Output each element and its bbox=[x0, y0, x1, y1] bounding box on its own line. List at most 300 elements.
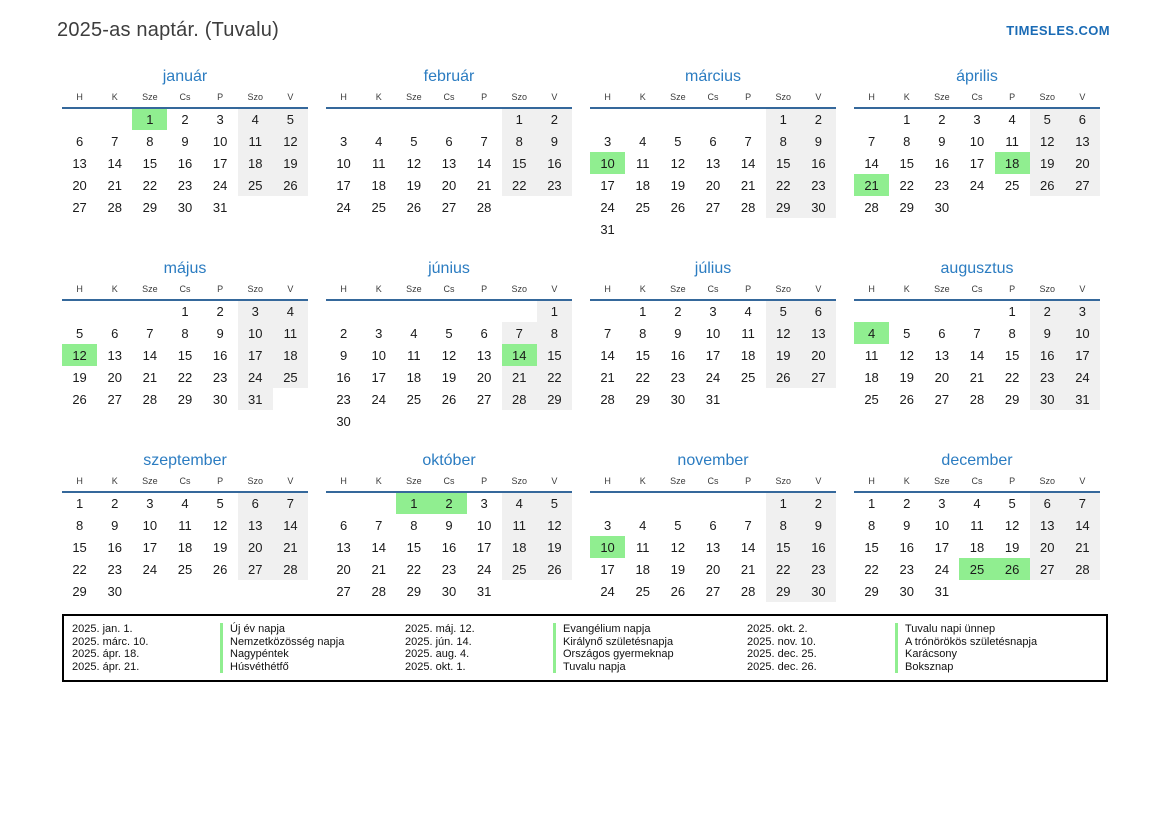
day-cell: 1 bbox=[867, 496, 876, 511]
week-row bbox=[854, 322, 1100, 344]
day-cell: 16 bbox=[670, 347, 686, 363]
weekday-header: Szo bbox=[502, 92, 537, 108]
week-row bbox=[590, 388, 836, 410]
month-title: április bbox=[956, 68, 998, 85]
weekday-header: Szo bbox=[1030, 476, 1065, 492]
weekday-header: V bbox=[273, 284, 308, 300]
legend-date: 2025. jan. 1. bbox=[72, 623, 133, 635]
month-calendar bbox=[854, 476, 1100, 602]
weekday-header: Cs bbox=[167, 476, 202, 492]
day-cell: 2 bbox=[801, 108, 836, 130]
weekday-header: K bbox=[97, 284, 132, 300]
day-cell: 10 bbox=[969, 133, 985, 149]
day-cell: 7 bbox=[375, 517, 383, 533]
day-cell: 19 bbox=[441, 369, 457, 385]
day-cell: 13 bbox=[238, 514, 273, 536]
weekday-header: H bbox=[854, 476, 889, 492]
day-cell: 23 bbox=[177, 177, 193, 193]
site-link[interactable]: TIMESLES.COM bbox=[1006, 23, 1110, 38]
day-cell: 29 bbox=[177, 391, 193, 407]
weekday-header: K bbox=[889, 284, 924, 300]
legend-date: 2025. dec. 26. bbox=[747, 660, 817, 673]
weekday-header: Szo bbox=[766, 476, 801, 492]
day-cell: 3 bbox=[238, 300, 273, 322]
day-cell: 25 bbox=[273, 366, 308, 388]
weekday-header: K bbox=[361, 284, 396, 300]
weekday-header: H bbox=[590, 92, 625, 108]
day-cell: 25 bbox=[371, 199, 386, 215]
weekday-header: P bbox=[731, 92, 766, 108]
legend-label: A trónörökös születésnapja bbox=[895, 636, 1100, 649]
day-cell: 27 bbox=[1065, 174, 1100, 196]
day-cell: 19 bbox=[670, 177, 686, 193]
day-cell: 27 bbox=[705, 199, 721, 215]
week-row bbox=[590, 322, 836, 344]
day-cell-holiday: 26 bbox=[995, 558, 1030, 580]
legend-label: Nagypéntek bbox=[220, 648, 405, 661]
day-cell: 16 bbox=[336, 369, 351, 385]
week-row bbox=[62, 108, 308, 130]
day-cell: 20 bbox=[107, 369, 122, 385]
day-cell: 6 bbox=[709, 133, 717, 149]
week-row bbox=[590, 108, 836, 130]
day-cell: 11 bbox=[635, 155, 650, 171]
day-cell: 8 bbox=[410, 517, 418, 533]
day-cell: 17 bbox=[142, 539, 158, 555]
day-cell: 3 bbox=[339, 133, 348, 149]
day-cell: 22 bbox=[537, 366, 572, 388]
day-cell: 26 bbox=[212, 561, 228, 577]
day-cell: 5 bbox=[410, 133, 418, 149]
weekday-header: Sze bbox=[396, 284, 431, 300]
day-cell: 25 bbox=[406, 391, 422, 407]
day-cell: 24 bbox=[238, 366, 273, 388]
weekday-header: Szo bbox=[766, 92, 801, 108]
day-cell-empty bbox=[167, 580, 202, 602]
day-cell: 9 bbox=[674, 325, 682, 341]
day-cell-empty bbox=[924, 300, 959, 322]
day-cell: 16 bbox=[1030, 344, 1065, 366]
day-cell: 6 bbox=[1065, 108, 1100, 130]
weekday-header: K bbox=[625, 92, 660, 108]
month-szeptember bbox=[62, 452, 308, 602]
day-cell: 22 bbox=[177, 369, 193, 385]
day-cell: 16 bbox=[212, 347, 228, 363]
day-cell: 15 bbox=[864, 539, 879, 555]
day-cell: 21 bbox=[371, 561, 386, 577]
day-cell: 2 bbox=[674, 304, 682, 319]
day-cell: 26 bbox=[899, 391, 914, 407]
day-cell: 20 bbox=[705, 177, 721, 193]
week-row bbox=[62, 558, 308, 580]
day-cell: 30 bbox=[1030, 388, 1065, 410]
day-cell: 30 bbox=[212, 391, 228, 407]
weekday-header: V bbox=[1065, 284, 1100, 300]
day-cell: 22 bbox=[1004, 369, 1020, 385]
week-row bbox=[326, 152, 572, 174]
legend-date: 2025. dec. 25. bbox=[747, 648, 817, 660]
month-január bbox=[62, 68, 308, 240]
day-cell-empty bbox=[273, 388, 308, 410]
day-cell: 11 bbox=[178, 517, 192, 533]
month-title: február bbox=[423, 68, 475, 85]
day-cell: 30 bbox=[801, 580, 836, 602]
day-cell-holiday: 2 bbox=[431, 492, 466, 514]
day-cell-empty bbox=[238, 580, 273, 602]
week-row bbox=[590, 536, 836, 558]
weekday-header: Cs bbox=[695, 284, 730, 300]
day-cell: 2 bbox=[181, 112, 189, 127]
week-row bbox=[590, 174, 836, 196]
day-cell-empty bbox=[467, 410, 502, 432]
week-row bbox=[326, 366, 572, 388]
day-cell: 11 bbox=[1005, 133, 1019, 149]
month-title: augusztus bbox=[940, 260, 1014, 277]
week-row bbox=[590, 580, 836, 602]
day-cell: 20 bbox=[934, 369, 950, 385]
day-cell-empty bbox=[731, 388, 766, 410]
legend-date: 2025. márc. 10. bbox=[72, 635, 149, 648]
weekday-header: Cs bbox=[959, 476, 994, 492]
day-cell: 8 bbox=[1008, 325, 1016, 341]
weekday-header: Cs bbox=[167, 284, 202, 300]
week-row bbox=[62, 152, 308, 174]
weekday-header: Sze bbox=[924, 476, 959, 492]
day-cell: 19 bbox=[273, 152, 308, 174]
weekday-header: Szo bbox=[1030, 92, 1065, 108]
day-cell-empty bbox=[1065, 196, 1100, 218]
week-row bbox=[854, 580, 1100, 602]
day-cell: 21 bbox=[142, 369, 158, 385]
day-cell: 12 bbox=[406, 155, 422, 171]
day-cell-empty bbox=[132, 300, 167, 322]
day-cell: 22 bbox=[864, 561, 879, 577]
week-row bbox=[590, 514, 836, 536]
weekday-header: Szo bbox=[502, 476, 537, 492]
week-row bbox=[62, 322, 308, 344]
day-cell-empty bbox=[273, 196, 308, 218]
day-cell-empty bbox=[502, 580, 537, 602]
day-cell-empty bbox=[959, 196, 994, 218]
day-cell: 19 bbox=[537, 536, 572, 558]
day-cell: 17 bbox=[371, 369, 386, 385]
page-header bbox=[0, 0, 1169, 42]
day-cell: 4 bbox=[639, 517, 647, 533]
day-cell: 26 bbox=[441, 391, 457, 407]
day-cell: 1 bbox=[1008, 304, 1016, 319]
day-cell: 12 bbox=[441, 347, 457, 363]
day-cell: 15 bbox=[1004, 347, 1020, 363]
day-cell-empty bbox=[467, 300, 502, 322]
day-cell-empty bbox=[467, 108, 502, 130]
day-cell: 3 bbox=[146, 496, 154, 511]
day-cell: 7 bbox=[973, 325, 981, 341]
weekday-header: Cs bbox=[431, 284, 466, 300]
day-cell: 23 bbox=[801, 558, 836, 580]
day-cell: 14 bbox=[600, 347, 615, 363]
day-cell-holiday: 1 bbox=[132, 108, 167, 130]
day-cell: 1 bbox=[75, 496, 84, 511]
day-cell: 16 bbox=[934, 155, 950, 171]
weekday-header: Sze bbox=[132, 476, 167, 492]
day-cell-empty bbox=[1030, 580, 1065, 602]
day-cell: 29 bbox=[766, 580, 801, 602]
month-december bbox=[854, 452, 1100, 602]
weekday-header: V bbox=[273, 476, 308, 492]
day-cell: 19 bbox=[1004, 539, 1020, 555]
month-title: december bbox=[941, 452, 1013, 469]
day-cell: 21 bbox=[969, 369, 985, 385]
day-cell: 6 bbox=[801, 300, 836, 322]
weekday-header-row bbox=[590, 92, 836, 108]
day-cell: 10 bbox=[238, 322, 273, 344]
day-cell: 17 bbox=[1065, 344, 1100, 366]
weekday-header: K bbox=[889, 476, 924, 492]
weekday-header: H bbox=[326, 92, 361, 108]
day-cell: 18 bbox=[740, 347, 756, 363]
day-cell: 14 bbox=[740, 155, 756, 171]
day-cell: 11 bbox=[741, 325, 755, 341]
legend-label: Új év napja bbox=[220, 623, 405, 636]
day-cell: 29 bbox=[406, 583, 422, 599]
day-cell: 12 bbox=[273, 130, 308, 152]
day-cell-empty bbox=[273, 580, 308, 602]
day-cell-empty bbox=[590, 108, 625, 130]
day-cell: 1 bbox=[766, 108, 801, 130]
weekday-header: Szo bbox=[1030, 284, 1065, 300]
weekday-header-row bbox=[854, 284, 1100, 300]
day-cell: 4 bbox=[502, 492, 537, 514]
week-row bbox=[854, 514, 1100, 536]
day-cell: 16 bbox=[801, 152, 836, 174]
weekday-header-row bbox=[326, 92, 572, 108]
day-cell: 8 bbox=[181, 325, 189, 341]
day-cell: 30 bbox=[441, 583, 457, 599]
day-cell-empty bbox=[625, 492, 660, 514]
day-cell: 12 bbox=[537, 514, 572, 536]
day-cell: 18 bbox=[635, 561, 650, 577]
day-cell-empty bbox=[361, 492, 396, 514]
month-calendar bbox=[62, 284, 308, 410]
day-cell-empty bbox=[502, 196, 537, 218]
day-cell: 30 bbox=[336, 413, 351, 429]
weekday-header: Szo bbox=[238, 92, 273, 108]
day-cell: 8 bbox=[639, 325, 647, 341]
day-cell: 8 bbox=[502, 130, 537, 152]
day-cell: 24 bbox=[142, 561, 158, 577]
month-calendar bbox=[854, 92, 1100, 218]
day-cell: 17 bbox=[238, 344, 273, 366]
day-cell: 6 bbox=[339, 517, 348, 533]
weekday-header: V bbox=[801, 476, 836, 492]
day-cell: 15 bbox=[766, 152, 801, 174]
day-cell: 29 bbox=[635, 391, 650, 407]
day-cell: 21 bbox=[1065, 536, 1100, 558]
month-title: június bbox=[428, 260, 470, 277]
day-cell-empty bbox=[695, 492, 730, 514]
day-cell: 18 bbox=[969, 539, 985, 555]
day-cell: 14 bbox=[107, 155, 122, 171]
week-row bbox=[62, 196, 308, 218]
day-cell: 6 bbox=[1030, 492, 1065, 514]
day-cell: 31 bbox=[1065, 388, 1100, 410]
day-cell: 26 bbox=[670, 199, 686, 215]
weekday-header: K bbox=[361, 92, 396, 108]
day-cell: 2 bbox=[216, 304, 224, 319]
week-row bbox=[326, 514, 572, 536]
day-cell: 15 bbox=[72, 539, 87, 555]
day-cell: 4 bbox=[375, 133, 383, 149]
week-row bbox=[326, 492, 572, 514]
day-cell: 26 bbox=[1030, 174, 1065, 196]
day-cell: 16 bbox=[537, 152, 572, 174]
day-cell: 7 bbox=[146, 325, 154, 341]
day-cell-empty bbox=[431, 410, 466, 432]
day-cell-empty bbox=[431, 108, 466, 130]
day-cell-empty bbox=[889, 300, 924, 322]
day-cell: 22 bbox=[766, 558, 801, 580]
day-cell: 23 bbox=[107, 561, 122, 577]
weekday-header-row bbox=[62, 476, 308, 492]
day-cell: 7 bbox=[480, 133, 488, 149]
day-cell: 24 bbox=[371, 391, 386, 407]
day-cell: 7 bbox=[867, 133, 876, 149]
day-cell: 5 bbox=[1030, 108, 1065, 130]
day-cell-empty bbox=[396, 410, 431, 432]
day-cell: 8 bbox=[75, 517, 84, 533]
day-cell: 8 bbox=[867, 517, 876, 533]
day-cell: 3 bbox=[1065, 300, 1100, 322]
month-április bbox=[854, 68, 1100, 240]
day-cell: 3 bbox=[603, 517, 612, 533]
day-cell: 10 bbox=[142, 517, 158, 533]
day-cell-empty bbox=[238, 196, 273, 218]
day-cell: 31 bbox=[476, 583, 492, 599]
weekday-header: Szo bbox=[766, 284, 801, 300]
day-cell-holiday: 14 bbox=[502, 344, 537, 366]
day-cell: 5 bbox=[273, 108, 308, 130]
weekday-header: V bbox=[537, 284, 572, 300]
day-cell: 21 bbox=[107, 177, 122, 193]
day-cell: 6 bbox=[238, 492, 273, 514]
week-row bbox=[590, 366, 836, 388]
day-cell-empty bbox=[361, 108, 396, 130]
week-row bbox=[62, 492, 308, 514]
day-cell: 5 bbox=[903, 325, 911, 341]
week-row bbox=[854, 558, 1100, 580]
day-cell: 5 bbox=[445, 325, 453, 341]
day-cell: 15 bbox=[502, 152, 537, 174]
day-cell: 11 bbox=[238, 130, 273, 152]
day-cell: 26 bbox=[766, 366, 801, 388]
day-cell: 31 bbox=[705, 391, 721, 407]
legend-date: 2025. okt. 1. bbox=[405, 660, 466, 673]
legend-group bbox=[72, 623, 405, 673]
day-cell: 3 bbox=[603, 133, 612, 149]
day-cell: 8 bbox=[537, 322, 572, 344]
day-cell: 30 bbox=[801, 196, 836, 218]
day-cell: 9 bbox=[445, 517, 453, 533]
weekday-header: Sze bbox=[660, 476, 695, 492]
weekday-header: K bbox=[889, 92, 924, 108]
day-cell: 19 bbox=[72, 369, 87, 385]
day-cell: 6 bbox=[480, 325, 488, 341]
day-cell: 14 bbox=[740, 539, 756, 555]
weekday-header-row bbox=[326, 284, 572, 300]
day-cell-empty bbox=[854, 108, 889, 130]
legend-label: Húsvéthétfő bbox=[220, 661, 405, 674]
day-cell: 7 bbox=[603, 325, 612, 341]
day-cell: 27 bbox=[801, 366, 836, 388]
day-cell: 27 bbox=[441, 199, 457, 215]
week-row bbox=[854, 130, 1100, 152]
day-cell: 27 bbox=[476, 391, 492, 407]
day-cell: 22 bbox=[899, 177, 914, 193]
weekday-header: H bbox=[62, 92, 97, 108]
day-cell-empty bbox=[396, 108, 431, 130]
day-cell: 27 bbox=[238, 558, 273, 580]
weekday-header: Cs bbox=[695, 476, 730, 492]
week-row bbox=[326, 174, 572, 196]
day-cell-empty bbox=[326, 492, 361, 514]
day-cell: 6 bbox=[709, 517, 717, 533]
week-row bbox=[590, 300, 836, 322]
day-cell: 1 bbox=[537, 300, 572, 322]
week-row bbox=[590, 558, 836, 580]
week-row bbox=[326, 536, 572, 558]
day-cell: 13 bbox=[441, 155, 457, 171]
day-cell: 13 bbox=[72, 155, 87, 171]
day-cell: 6 bbox=[75, 133, 84, 149]
day-cell: 3 bbox=[709, 304, 717, 319]
weekday-header: K bbox=[625, 476, 660, 492]
week-row bbox=[854, 152, 1100, 174]
day-cell: 13 bbox=[476, 347, 492, 363]
day-cell: 30 bbox=[899, 583, 914, 599]
month-calendar bbox=[62, 476, 308, 602]
day-cell: 28 bbox=[740, 583, 756, 599]
day-cell-empty bbox=[959, 300, 994, 322]
day-cell: 5 bbox=[75, 325, 84, 341]
day-cell: 29 bbox=[899, 199, 914, 215]
day-cell: 2 bbox=[339, 325, 348, 341]
day-cell-empty bbox=[854, 300, 889, 322]
week-row bbox=[62, 366, 308, 388]
month-calendar bbox=[62, 92, 308, 218]
day-cell: 10 bbox=[1065, 322, 1100, 344]
day-cell: 25 bbox=[864, 391, 879, 407]
day-cell-empty bbox=[396, 300, 431, 322]
day-cell: 9 bbox=[801, 130, 836, 152]
legend-date: 2025. nov. 10. bbox=[747, 635, 816, 648]
day-cell: 25 bbox=[635, 199, 650, 215]
day-cell-empty bbox=[502, 410, 537, 432]
month-augusztus bbox=[854, 260, 1100, 432]
legend-label: Királynő születésnapja bbox=[553, 636, 747, 649]
day-cell: 3 bbox=[375, 325, 383, 341]
weekday-header: Szo bbox=[502, 284, 537, 300]
day-cell: 4 bbox=[181, 496, 189, 511]
month-title: szeptember bbox=[143, 452, 227, 469]
day-cell: 17 bbox=[705, 347, 721, 363]
weekday-header: V bbox=[801, 92, 836, 108]
day-cell: 23 bbox=[1030, 366, 1065, 388]
day-cell: 8 bbox=[903, 133, 911, 149]
day-cell: 4 bbox=[238, 108, 273, 130]
weekday-header: V bbox=[273, 92, 308, 108]
weekday-header: Sze bbox=[132, 92, 167, 108]
day-cell: 27 bbox=[336, 583, 351, 599]
